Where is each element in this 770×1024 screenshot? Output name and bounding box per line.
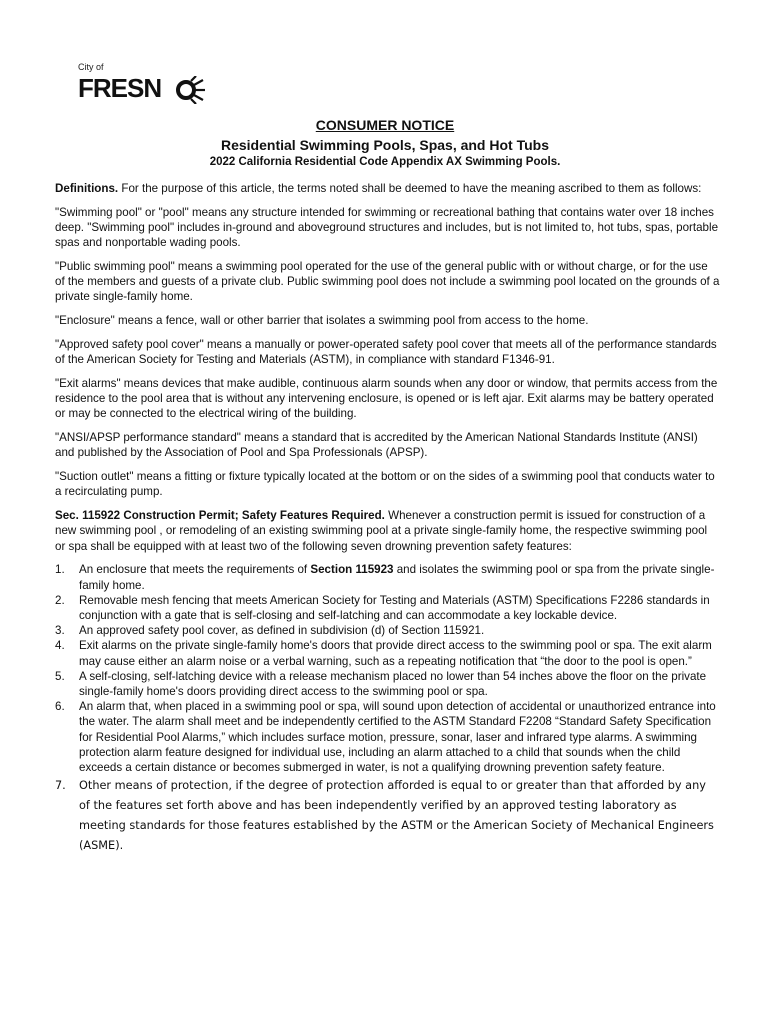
definition-safety-pool-cover: "Approved safety pool cover" means a manually or power-operated safety pool cover that meets all of the performance standards of the American Society for Testing and Materials (ASTM), in compliance with standard F1346-91. — [55, 338, 717, 367]
list-item-text: A self-closing, self-latching device with a release mechanism placed no lower than 54 inches above the floor on the private single-family home's doors providing direct access to the swimming pool or spa. — [79, 669, 707, 699]
logo-city-of: City of — [78, 62, 104, 72]
list-item-text: An alarm that, when placed in a swimming pool or spa, will sound upon detection of accidental or unauthorized entrance into the water. The alarm shall meet and be independently certified to the ASTM Standard F2208 “Standard Safety Specification for Residential Pool Alarms,” which includes surface motion, pressure, sonar, laser and infrared type alarms. A swimming protection alarm feature designed for individual use, including an alarm attached to a child that sounds when the child exceeds a certain distance or becomes submerged in water, is not a qualifying drowning prevention safety feature. — [79, 700, 716, 775]
list-item-text-end: and isolates the swimming pool or spa from the private single-family home. — [79, 563, 715, 592]
list-item — [55, 562, 720, 592]
list-item-number: 7. — [55, 779, 66, 793]
list-item-text: Other means of protection, if the degree of protection afforded is equal to or greater than that afforded by any of the features set forth above and has been independently verified by an approved testing laboratory as meeting standards for those features established by the ASTM or the American Society of Mechanical Engineers (ASME). — [79, 779, 714, 853]
safety-features-list — [55, 562, 720, 856]
list-item — [55, 699, 720, 775]
section-text: Whenever a construction permit is issued for construction of a new swimming pool , or remodeling of an existing swimming pool at a private single-family home, the respective swimming pool or spa shall be equipped with at least two of the following seven drowning prevention safety features: — [55, 509, 708, 553]
list-item-text: An approved safety pool cover, as defined in subdivision (d) of Section 115921. — [79, 624, 485, 638]
document-body — [55, 181, 720, 856]
list-item-text: Removable mesh fencing that meets American Society for Testing and Materials (ASTM) Specifications F2286 standards in conjunction with a gate that is self-closing and self-latching and can accommodate a key lockable device. — [79, 593, 710, 623]
definition-exit-alarms: "Exit alarms" means devices that make audible, continuous alarm sounds when any door or window, that permits access from the residence to the pool area that is without any intervening enclosure, is opened or is left ajar. Exit alarms may be battery operated or may be connected to the electrical wiring of the building. — [55, 377, 718, 421]
list-item-number: 3. — [55, 624, 65, 638]
logo-fresno-text: FRESN — [78, 73, 162, 103]
list-item-bold-text: Section 115923 — [310, 563, 394, 577]
section-label: Sec. 115922 Construction Permit; Safety Features Required. — [55, 509, 385, 523]
definition-swimming-pool: "Swimming pool" or "pool" means any structure intended for swimming or recreational bathing that contains water over 18 inches deep. "Swimming pool" includes in-ground and aboveground structures and includes, but is not limited to, hot tubs, spas, portable spas and nonportable wading pools. — [55, 205, 719, 250]
definitions-intro-text: For the purpose of this article, the terms noted shall be deemed to have the meaning ascribed to them as follows: — [121, 182, 702, 195]
list-item-number: 4. — [55, 639, 65, 653]
list-item-number: 1. — [55, 563, 65, 577]
list-item-text: Exit alarms on the private single-family home's doors that provide direct access to the swimming pool or spa. The exit alarm may cause either an alarm noise or a verbal warning, such as a repeating notification that “the door to the pool is open.” — [79, 639, 712, 668]
definitions-intro — [55, 181, 720, 196]
definition-public-swimming-pool: "Public swimming pool" means a swimming pool operated for the use of the general public with or without charge, or for the use of the members and guests of a private club. Public swimming pool does not include a swimming pool located on the grounds of a private single-family home. — [55, 260, 720, 304]
list-item — [55, 776, 720, 856]
notice-subtitle: Residential Swimming Pools, Spas, and Hot Tubs — [220, 137, 549, 153]
list-item — [55, 593, 720, 623]
code-reference: 2022 California Residential Code Appendix AX Swimming Pools. — [209, 156, 561, 168]
list-item — [55, 669, 720, 699]
section-115922 — [55, 508, 720, 554]
list-item-text: An enclosure that meets the requirements of — [79, 563, 311, 577]
list-item — [55, 623, 720, 638]
list-item-number: 5. — [55, 669, 65, 683]
list-item-number: 6. — [55, 700, 65, 714]
sunburst-icon — [174, 76, 206, 104]
definition-ansi-apsp: "ANSI/APSP performance standard" means a standard that is accredited by the American National Standards Institute (ANSI) and published by the Association of Pool and Spa Professionals (APSP). — [55, 431, 698, 460]
list-item — [55, 638, 720, 668]
list-item-number: 2. — [55, 593, 65, 607]
definitions-label: Definitions. — [55, 182, 119, 195]
notice-title: CONSUMER NOTICE — [315, 117, 455, 133]
definition-suction-outlet: "Suction outlet" means a fitting or fixture typically located at the bottom or on the sides of a swimming pool that conducts water to a recirculating pump. — [55, 470, 715, 499]
city-of-fresno-logo — [78, 62, 208, 106]
definition-enclosure: "Enclosure" means a fence, wall or other barrier that isolates a swimming pool from access to the home. — [55, 314, 589, 328]
